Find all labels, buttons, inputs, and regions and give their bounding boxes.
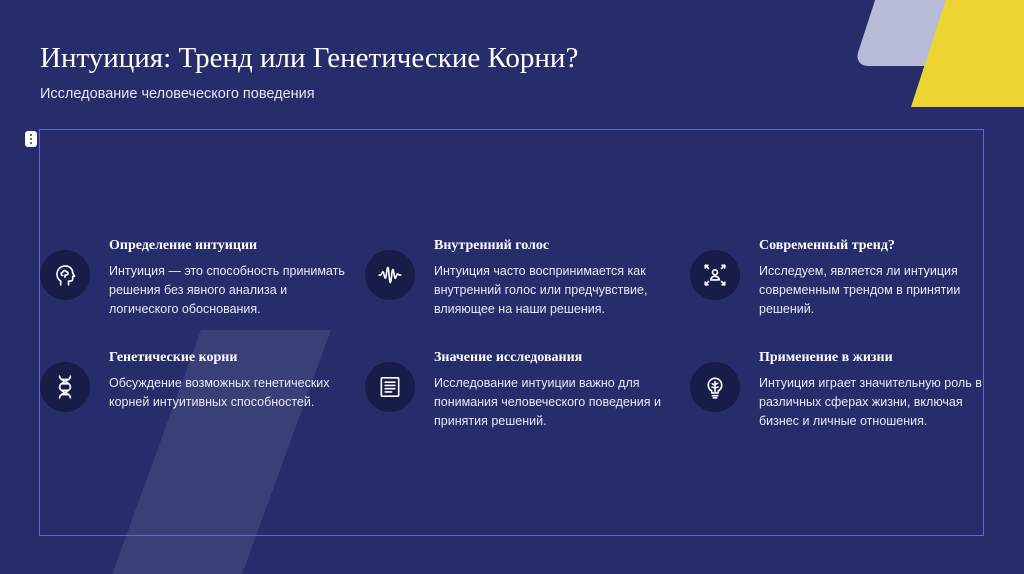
- head-brain-icon: [52, 262, 78, 288]
- dna-icon: [52, 374, 78, 400]
- card-title: Значение исследования: [434, 350, 583, 365]
- lightbulb-brain-icon: [702, 374, 728, 400]
- sound-wave-icon: [377, 262, 403, 288]
- card-text: Интуиция часто воспринимается как внутренний голос или предчувствие, влияющее на наши решения.: [434, 264, 648, 316]
- decorative-yellow-shape: [911, 0, 1024, 107]
- card-text: Обсуждение возможных генетических корней интуитивных способностей.: [109, 376, 330, 409]
- block-menu-handle[interactable]: [25, 131, 37, 147]
- card-title: Современный тренд?: [759, 238, 895, 253]
- card-title: Применение в жизни: [759, 350, 893, 365]
- person-focus-icon: [702, 262, 728, 288]
- card-text: Интуиция играет значительную роль в различных сферах жизни, включая бизнес и личные отношения.: [759, 376, 982, 428]
- slide-title: Интуиция: Тренд или Генетические Корни?: [40, 42, 579, 74]
- card-text: Интуиция — это способность принимать решения без явного анализа и логического обоснования.: [109, 264, 345, 316]
- card-title: Определение интуиции: [109, 238, 258, 253]
- selection-frame[interactable]: [39, 129, 984, 536]
- document-icon: [377, 374, 403, 400]
- decorative-grey-shape: [854, 0, 1024, 66]
- card-text: Исследуем, является ли интуиция современным трендом в принятии решений.: [759, 264, 961, 316]
- card-title: Генетические корни: [109, 350, 238, 365]
- card-title: Внутренний голос: [434, 238, 550, 253]
- slide-subtitle: Исследование человеческого поведения: [40, 86, 315, 102]
- card-text: Исследование интуиции важно для понимания человеческого поведения и принятия решений.: [434, 376, 661, 428]
